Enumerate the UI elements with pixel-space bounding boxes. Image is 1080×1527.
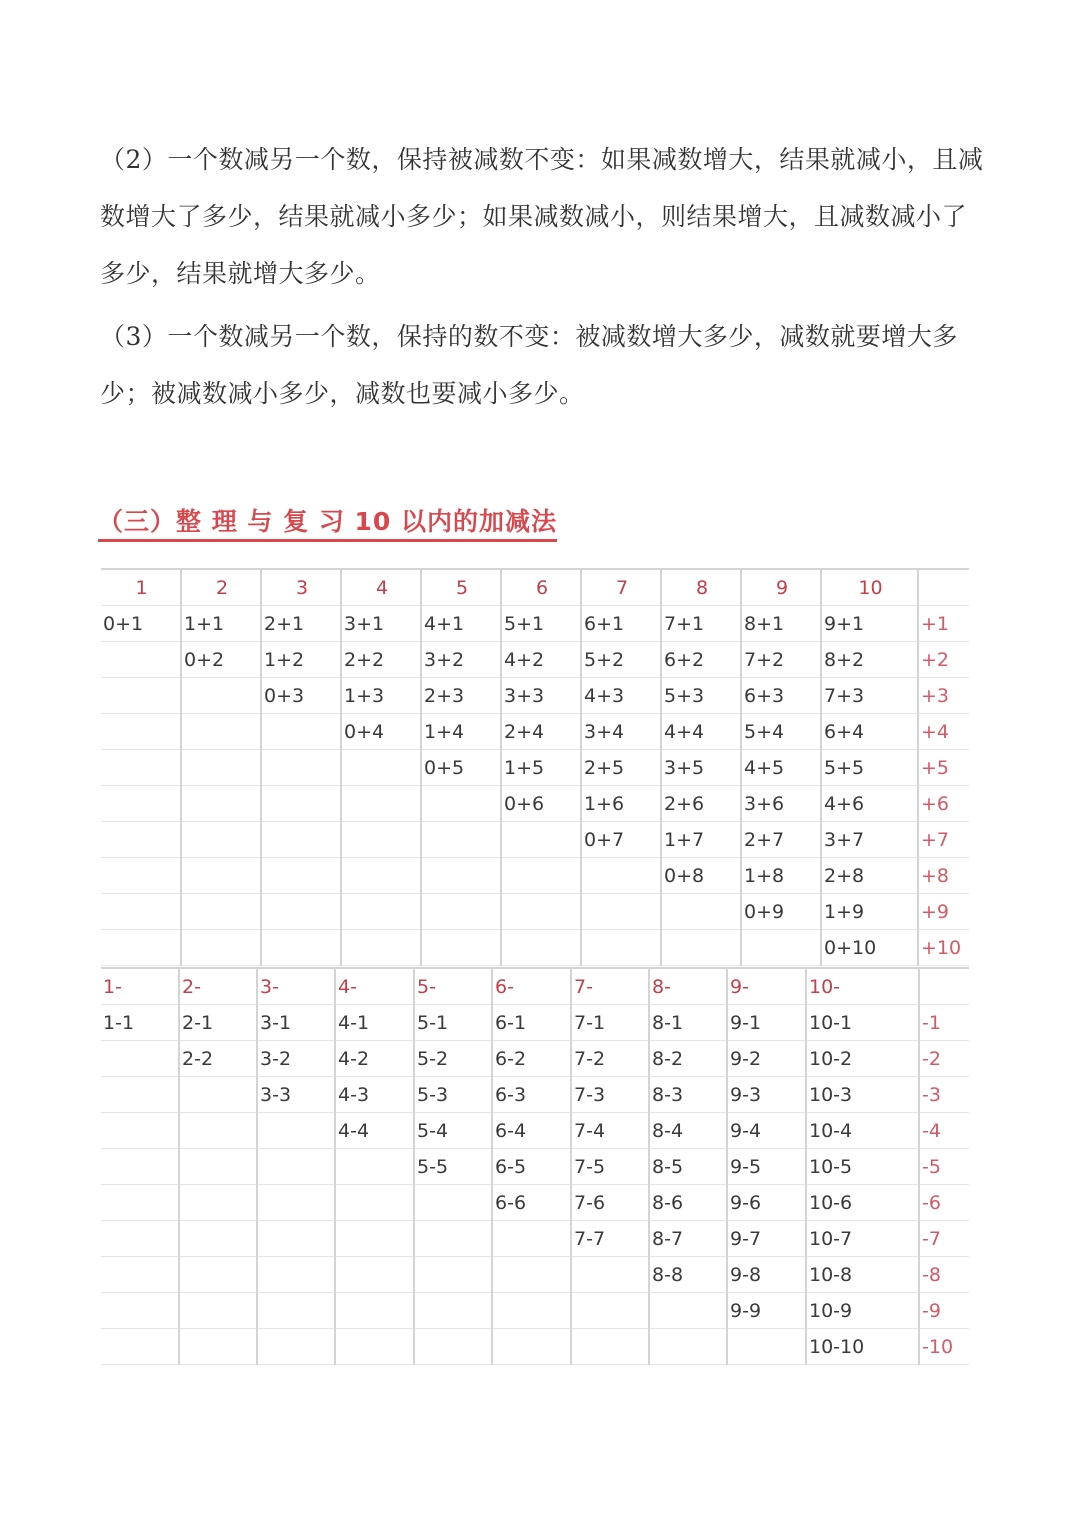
addition-cell xyxy=(181,750,261,786)
addition-cell: 3+6 xyxy=(741,786,821,822)
addition-cell: 0+2 xyxy=(181,642,261,678)
addition-cell xyxy=(341,822,421,858)
addition-cell xyxy=(261,750,341,786)
subtraction-cell xyxy=(414,1329,492,1365)
addition-cell xyxy=(501,822,581,858)
subtraction-cell: 10-3 xyxy=(806,1077,919,1113)
addition-cell xyxy=(261,858,341,894)
subtraction-cell xyxy=(257,1149,335,1185)
addition-cell: 1+7 xyxy=(661,822,741,858)
subtraction-header-cell: 2- xyxy=(179,968,257,1005)
subtraction-cell xyxy=(257,1221,335,1257)
subtraction-cell: -6 xyxy=(919,1185,969,1221)
addition-cell xyxy=(581,930,661,966)
subtraction-cell: 9-8 xyxy=(727,1257,806,1293)
addition-cell: 1+6 xyxy=(581,786,661,822)
addition-cell: 4+3 xyxy=(581,678,661,714)
addition-cell: +5 xyxy=(918,750,969,786)
addition-cell: 3+4 xyxy=(581,714,661,750)
addition-cell: 6+2 xyxy=(661,642,741,678)
subtraction-cell xyxy=(335,1221,414,1257)
subtraction-cell xyxy=(335,1185,414,1221)
addition-cell: 2+3 xyxy=(421,678,501,714)
subtraction-cell: 8-4 xyxy=(649,1113,727,1149)
subtraction-cell: 6-4 xyxy=(492,1113,571,1149)
subtraction-cell: -2 xyxy=(919,1041,969,1077)
subtraction-cell: 10-5 xyxy=(806,1149,919,1185)
subtraction-cell: 3-1 xyxy=(257,1005,335,1041)
addition-cell xyxy=(101,678,181,714)
subtraction-cell: 4-2 xyxy=(335,1041,414,1077)
subtraction-cell: 8-6 xyxy=(649,1185,727,1221)
addition-cell xyxy=(581,894,661,930)
subtraction-cell xyxy=(414,1185,492,1221)
addition-cell: 4+1 xyxy=(421,606,501,642)
addition-cell: 4+6 xyxy=(821,786,918,822)
paragraph-rule-3: （3）一个数减另一个数，保持的数不变：被减数增大多少，减数就要增大多少；被减数减小多少，减数也要减小多少。 xyxy=(100,322,958,408)
subtraction-row xyxy=(101,1221,969,1257)
addition-cell: 0+6 xyxy=(501,786,581,822)
subtraction-cell: 6-6 xyxy=(492,1185,571,1221)
subtraction-cell: 9-5 xyxy=(727,1149,806,1185)
addition-cell xyxy=(101,714,181,750)
subtraction-header-cell: 9- xyxy=(727,968,806,1005)
addition-cell: +4 xyxy=(918,714,969,750)
addition-cell: 3+7 xyxy=(821,822,918,858)
subtraction-cell: 9-6 xyxy=(727,1185,806,1221)
addition-cell: 5+1 xyxy=(501,606,581,642)
subtraction-row xyxy=(101,1077,969,1113)
subtraction-cell xyxy=(179,1185,257,1221)
subtraction-cell: 5-1 xyxy=(414,1005,492,1041)
subtraction-cell: 9-9 xyxy=(727,1293,806,1329)
addition-table xyxy=(101,568,969,966)
addition-cell xyxy=(421,786,501,822)
subtraction-cell xyxy=(101,1149,179,1185)
addition-cell xyxy=(341,858,421,894)
addition-cell xyxy=(501,858,581,894)
subtraction-header-cell xyxy=(919,968,969,1005)
subtraction-cell: 6-5 xyxy=(492,1149,571,1185)
addition-cell xyxy=(421,822,501,858)
addition-cell: 6+4 xyxy=(821,714,918,750)
subtraction-cell xyxy=(335,1257,414,1293)
addition-cell: 0+9 xyxy=(741,894,821,930)
addition-cell: 2+1 xyxy=(261,606,341,642)
addition-cell: 5+5 xyxy=(821,750,918,786)
addition-row xyxy=(101,606,969,642)
addition-cell: 0+4 xyxy=(341,714,421,750)
addition-header-cell: 9 xyxy=(741,569,821,606)
subtraction-cell xyxy=(414,1293,492,1329)
addition-cell: +3 xyxy=(918,678,969,714)
subtraction-header-cell: 1- xyxy=(101,968,179,1005)
addition-cell xyxy=(501,894,581,930)
subtraction-cell: 8-8 xyxy=(649,1257,727,1293)
subtraction-cell: -10 xyxy=(919,1329,969,1365)
subtraction-cell xyxy=(179,1077,257,1113)
addition-cell xyxy=(181,822,261,858)
subtraction-cell xyxy=(179,1113,257,1149)
addition-cell xyxy=(181,858,261,894)
subtraction-cell xyxy=(727,1329,806,1365)
addition-cell xyxy=(661,930,741,966)
addition-header-row xyxy=(101,569,969,606)
subtraction-cell xyxy=(492,1221,571,1257)
addition-cell: +8 xyxy=(918,858,969,894)
addition-cell xyxy=(261,714,341,750)
addition-cell xyxy=(341,786,421,822)
addition-cell: 1+8 xyxy=(741,858,821,894)
subtraction-cell xyxy=(179,1329,257,1365)
subtraction-cell: 3-2 xyxy=(257,1041,335,1077)
subtraction-cell xyxy=(179,1221,257,1257)
addition-header-cell: 10 xyxy=(821,569,918,606)
addition-cell xyxy=(421,894,501,930)
subtraction-cell: 10-8 xyxy=(806,1257,919,1293)
addition-header-cell: 7 xyxy=(581,569,661,606)
addition-row xyxy=(101,642,969,678)
subtraction-cell xyxy=(101,1329,179,1365)
subtraction-cell: 10-7 xyxy=(806,1221,919,1257)
subtraction-cell xyxy=(335,1149,414,1185)
subtraction-cell xyxy=(492,1329,571,1365)
addition-cell xyxy=(421,930,501,966)
addition-cell: 0+7 xyxy=(581,822,661,858)
subtraction-cell: 9-2 xyxy=(727,1041,806,1077)
subtraction-cell: -3 xyxy=(919,1077,969,1113)
addition-row xyxy=(101,894,969,930)
subtraction-cell xyxy=(335,1329,414,1365)
subtraction-header-cell: 3- xyxy=(257,968,335,1005)
subtraction-cell: -1 xyxy=(919,1005,969,1041)
subtraction-cell: 8-5 xyxy=(649,1149,727,1185)
addition-cell xyxy=(501,930,581,966)
section-title: （三）整 理 与 复 习 10 以内的加减法 xyxy=(98,502,557,542)
addition-cell: 1+4 xyxy=(421,714,501,750)
addition-header-cell: 6 xyxy=(501,569,581,606)
addition-cell: 3+2 xyxy=(421,642,501,678)
subtraction-cell: 10-1 xyxy=(806,1005,919,1041)
addition-cell xyxy=(341,750,421,786)
subtraction-cell xyxy=(101,1185,179,1221)
addition-row xyxy=(101,678,969,714)
subtraction-cell xyxy=(335,1293,414,1329)
addition-cell xyxy=(181,678,261,714)
subtraction-cell xyxy=(571,1293,649,1329)
addition-header-cell: 8 xyxy=(661,569,741,606)
subtraction-header-cell: 4- xyxy=(335,968,414,1005)
subtraction-cell: -9 xyxy=(919,1293,969,1329)
addition-cell: 7+2 xyxy=(741,642,821,678)
addition-cell: 1+1 xyxy=(181,606,261,642)
addition-cell: 2+4 xyxy=(501,714,581,750)
addition-cell: 2+5 xyxy=(581,750,661,786)
addition-cell: 5+4 xyxy=(741,714,821,750)
addition-cell: 5+3 xyxy=(661,678,741,714)
addition-cell xyxy=(261,822,341,858)
subtraction-header-cell: 5- xyxy=(414,968,492,1005)
subtraction-cell: -7 xyxy=(919,1221,969,1257)
subtraction-cell xyxy=(492,1257,571,1293)
addition-cell xyxy=(181,714,261,750)
subtraction-cell: 9-3 xyxy=(727,1077,806,1113)
addition-cell: 6+3 xyxy=(741,678,821,714)
subtraction-cell: 7-4 xyxy=(571,1113,649,1149)
paragraph-rule-2: （2）一个数减另一个数，保持被减数不变：如果减数增大，结果就减小，且减数增大了多少，结果就减小多少；如果减数减小，则结果增大，且减数减小了多少，结果就增大多少。 xyxy=(100,145,984,288)
addition-cell: 8+1 xyxy=(741,606,821,642)
subtraction-cell xyxy=(571,1257,649,1293)
addition-cell xyxy=(581,858,661,894)
addition-cell: 4+4 xyxy=(661,714,741,750)
addition-cell: 5+2 xyxy=(581,642,661,678)
addition-cell xyxy=(101,894,181,930)
addition-cell xyxy=(101,822,181,858)
addition-cell: 4+2 xyxy=(501,642,581,678)
subtraction-cell xyxy=(257,1257,335,1293)
addition-cell: 0+8 xyxy=(661,858,741,894)
subtraction-table xyxy=(101,967,969,1365)
addition-cell: +6 xyxy=(918,786,969,822)
addition-cell: 7+3 xyxy=(821,678,918,714)
addition-cell: 6+1 xyxy=(581,606,661,642)
addition-cell xyxy=(101,930,181,966)
subtraction-cell: 8-3 xyxy=(649,1077,727,1113)
addition-row xyxy=(101,930,969,966)
addition-cell xyxy=(261,894,341,930)
subtraction-cell xyxy=(101,1041,179,1077)
addition-header-cell: 3 xyxy=(261,569,341,606)
addition-row xyxy=(101,750,969,786)
subtraction-cell: -8 xyxy=(919,1257,969,1293)
addition-cell: 1+3 xyxy=(341,678,421,714)
addition-row xyxy=(101,714,969,750)
addition-header-cell: 4 xyxy=(341,569,421,606)
addition-cell: 1+5 xyxy=(501,750,581,786)
subtraction-cell: 7-3 xyxy=(571,1077,649,1113)
subtraction-header-row xyxy=(101,968,969,1005)
subtraction-cell xyxy=(101,1293,179,1329)
addition-cell: 0+1 xyxy=(101,606,181,642)
subtraction-cell: 3-3 xyxy=(257,1077,335,1113)
subtraction-cell: 7-2 xyxy=(571,1041,649,1077)
subtraction-header-cell: 6- xyxy=(492,968,571,1005)
addition-cell xyxy=(181,894,261,930)
subtraction-cell: 6-2 xyxy=(492,1041,571,1077)
addition-cell xyxy=(181,930,261,966)
subtraction-cell xyxy=(179,1293,257,1329)
subtraction-cell: 1-1 xyxy=(101,1005,179,1041)
subtraction-row xyxy=(101,1329,969,1365)
addition-cell: 1+9 xyxy=(821,894,918,930)
subtraction-cell xyxy=(571,1329,649,1365)
addition-cell xyxy=(421,858,501,894)
addition-cell xyxy=(341,894,421,930)
addition-row xyxy=(101,786,969,822)
addition-row xyxy=(101,858,969,894)
subtraction-header-cell: 10- xyxy=(806,968,919,1005)
addition-cell xyxy=(741,930,821,966)
addition-cell: 3+1 xyxy=(341,606,421,642)
addition-cell xyxy=(101,750,181,786)
subtraction-cell: 2-2 xyxy=(179,1041,257,1077)
subtraction-cell: 7-7 xyxy=(571,1221,649,1257)
addition-cell xyxy=(101,858,181,894)
subtraction-cell: 10-6 xyxy=(806,1185,919,1221)
addition-cell: 1+2 xyxy=(261,642,341,678)
subtraction-cell: 5-5 xyxy=(414,1149,492,1185)
addition-cell: 7+1 xyxy=(661,606,741,642)
subtraction-cell: -4 xyxy=(919,1113,969,1149)
subtraction-cell: 7-5 xyxy=(571,1149,649,1185)
addition-cell xyxy=(261,786,341,822)
subtraction-cell: 8-2 xyxy=(649,1041,727,1077)
addition-header-cell: 2 xyxy=(181,569,261,606)
addition-cell: 2+6 xyxy=(661,786,741,822)
subtraction-cell xyxy=(257,1185,335,1221)
subtraction-cell: 9-7 xyxy=(727,1221,806,1257)
subtraction-cell: 5-2 xyxy=(414,1041,492,1077)
subtraction-cell: 4-4 xyxy=(335,1113,414,1149)
addition-cell: 0+5 xyxy=(421,750,501,786)
subtraction-cell xyxy=(101,1221,179,1257)
subtraction-cell xyxy=(179,1257,257,1293)
addition-cell: 0+10 xyxy=(821,930,918,966)
subtraction-cell xyxy=(257,1113,335,1149)
addition-cell: 3+5 xyxy=(661,750,741,786)
addition-cell xyxy=(341,930,421,966)
subtraction-row xyxy=(101,1113,969,1149)
addition-cell xyxy=(261,930,341,966)
subtraction-cell xyxy=(649,1329,727,1365)
addition-header-cell: 5 xyxy=(421,569,501,606)
subtraction-cell xyxy=(414,1257,492,1293)
addition-cell: 3+3 xyxy=(501,678,581,714)
subtraction-cell: 2-1 xyxy=(179,1005,257,1041)
subtraction-cell: 4-3 xyxy=(335,1077,414,1113)
subtraction-cell: 8-7 xyxy=(649,1221,727,1257)
subtraction-cell: 5-3 xyxy=(414,1077,492,1113)
subtraction-cell xyxy=(414,1221,492,1257)
addition-cell xyxy=(101,642,181,678)
addition-header-cell: 1 xyxy=(101,569,181,606)
addition-cell: 2+7 xyxy=(741,822,821,858)
subtraction-cell xyxy=(649,1293,727,1329)
subtraction-header-cell: 8- xyxy=(649,968,727,1005)
addition-cell xyxy=(101,786,181,822)
subtraction-cell: 9-1 xyxy=(727,1005,806,1041)
subtraction-row xyxy=(101,1005,969,1041)
addition-cell: 2+8 xyxy=(821,858,918,894)
subtraction-cell: 8-1 xyxy=(649,1005,727,1041)
subtraction-cell xyxy=(101,1077,179,1113)
addition-cell: 8+2 xyxy=(821,642,918,678)
addition-cell: 2+2 xyxy=(341,642,421,678)
subtraction-cell: 10-10 xyxy=(806,1329,919,1365)
subtraction-cell: 7-6 xyxy=(571,1185,649,1221)
subtraction-cell: 6-3 xyxy=(492,1077,571,1113)
subtraction-cell: 4-1 xyxy=(335,1005,414,1041)
addition-cell xyxy=(181,786,261,822)
subtraction-row xyxy=(101,1149,969,1185)
addition-cell: +2 xyxy=(918,642,969,678)
subtraction-cell: 6-1 xyxy=(492,1005,571,1041)
subtraction-cell: -5 xyxy=(919,1149,969,1185)
subtraction-cell: 7-1 xyxy=(571,1005,649,1041)
addition-cell: 9+1 xyxy=(821,606,918,642)
subtraction-cell xyxy=(179,1149,257,1185)
subtraction-cell: 10-9 xyxy=(806,1293,919,1329)
subtraction-cell: 10-2 xyxy=(806,1041,919,1077)
addition-cell xyxy=(661,894,741,930)
addition-cell: +1 xyxy=(918,606,969,642)
subtraction-cell xyxy=(257,1329,335,1365)
subtraction-cell xyxy=(492,1293,571,1329)
addition-row xyxy=(101,822,969,858)
subtraction-cell xyxy=(101,1113,179,1149)
addition-header-cell xyxy=(918,569,969,606)
subtraction-cell: 5-4 xyxy=(414,1113,492,1149)
subtraction-cell xyxy=(257,1293,335,1329)
subtraction-cell: 10-4 xyxy=(806,1113,919,1149)
subtraction-header-cell: 7- xyxy=(571,968,649,1005)
subtraction-row xyxy=(101,1293,969,1329)
addition-cell: 0+3 xyxy=(261,678,341,714)
subtraction-row xyxy=(101,1185,969,1221)
addition-cell: +10 xyxy=(918,930,969,966)
addition-cell: +7 xyxy=(918,822,969,858)
subtraction-row xyxy=(101,1257,969,1293)
subtraction-cell xyxy=(101,1257,179,1293)
addition-cell: 4+5 xyxy=(741,750,821,786)
subtraction-cell: 9-4 xyxy=(727,1113,806,1149)
addition-cell: +9 xyxy=(918,894,969,930)
subtraction-row xyxy=(101,1041,969,1077)
